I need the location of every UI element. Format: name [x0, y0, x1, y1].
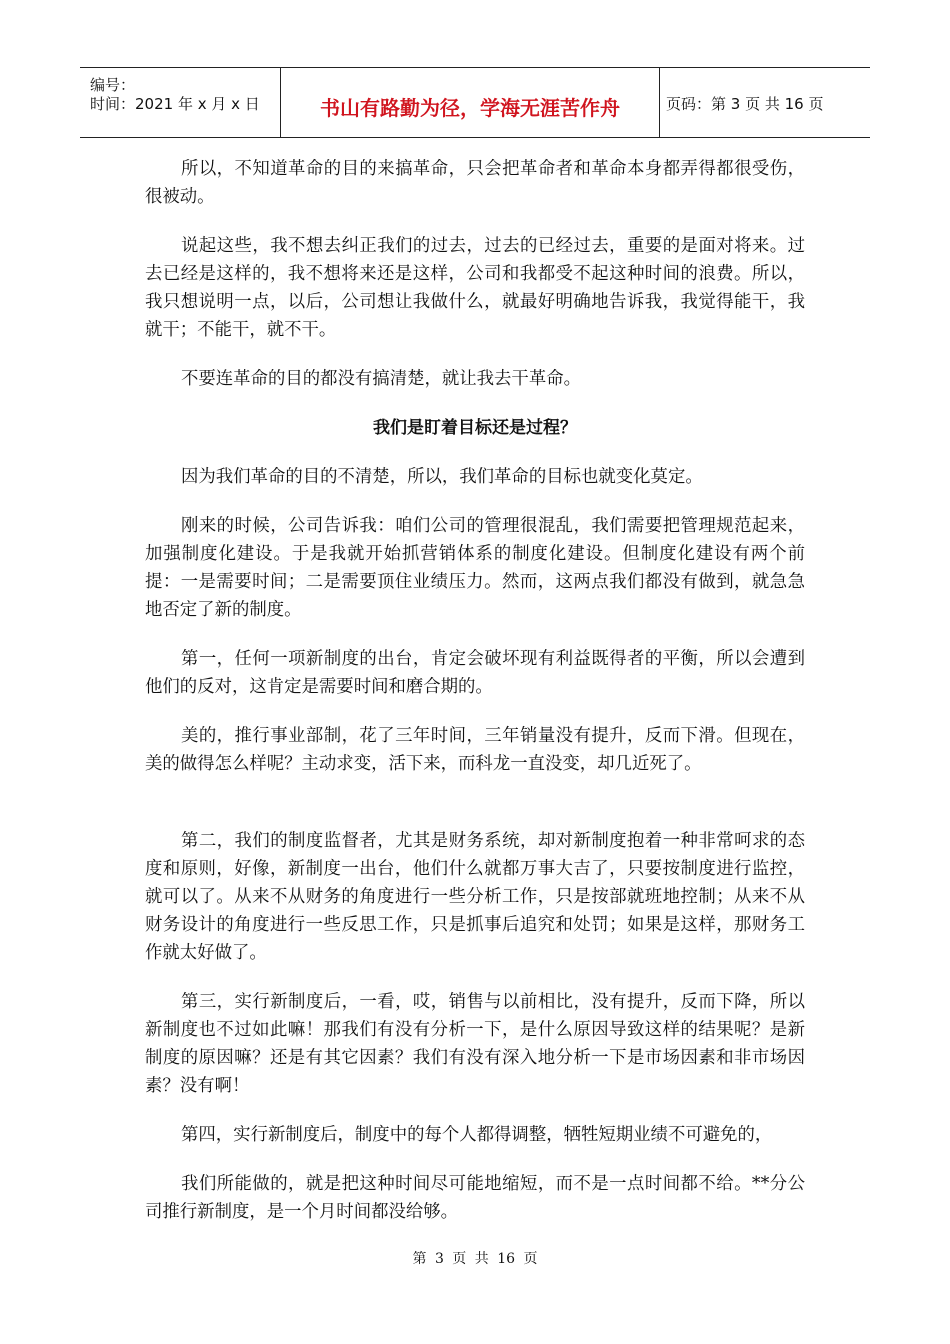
header-slogan: 书山有路勤为径，学海无涯苦作舟 — [320, 96, 620, 120]
paragraph-7: 美的，推行事业部制，花了三年时间，三年销量没有提升，反而下滑。但现在，美的做得怎么样呢？主动求变，活下来，而科龙一直没变，却几近死了。 — [145, 726, 805, 774]
paragraph-1: 所以，不知道革命的目的来搞革命，只会把革命者和革命本身都弄得都很受伤，很被动。 — [145, 159, 805, 207]
number-label: 编号： — [90, 76, 136, 94]
paragraph-10: 第四，实行新制度后，制度中的每个人都得调整，牺牲短期业绩不可避免的， — [181, 1125, 773, 1145]
header-meta-cell — [80, 68, 281, 137]
document-body — [145, 155, 805, 1226]
paragraph-3: 不要连革命的目的都没有搞清楚，就让我去干革命。 — [181, 369, 581, 389]
paragraph-5: 刚来的时候，公司告诉我：咱们公司的管理很混乱，我们需要把管理规范起来，加强制度化建设。于是我就开始抓营销体系的制度化建设。但制度化建设有两个前提：一是需要时间；二是需要顶住业绩压力。然而，这两点我们都没有做到，就急急地否定了新的制度。 — [145, 516, 805, 620]
header-slogan-cell — [281, 68, 660, 137]
page-header — [80, 67, 870, 138]
paragraph-8: 第二，我们的制度监督者，尤其是财务系统，却对新制度抱着一种非常呵求的态度和原则，好像，新制度一出台，他们什么就都万事大吉了，只要按制度进行监控，就可以了。从来不从财务的角度进行一些分析工作，只是按部就班地控制；从来不从财务设计的角度进行一些反思工作，只是抓事后追究和处罚；如果是这样，那财务工作就太好做了。 — [145, 831, 805, 963]
page-footer: 第 3 页 共 16 页 — [412, 1251, 538, 1267]
section-title: 我们是盯着目标还是过程？ — [373, 418, 577, 438]
paragraph-4: 因为我们革命的目的不清楚，所以，我们革命的目标也就变化莫定。 — [181, 467, 703, 487]
header-page-cell — [660, 68, 870, 137]
time-label: 时间：2021 年 x 月 x 日 — [90, 95, 260, 113]
paragraph-6: 第一，任何一项新制度的出台，肯定会破坏现有利益既得者的平衡，所以会遭到他们的反对，这肯定是需要时间和磨合期的。 — [145, 649, 805, 697]
header-page-info: 页码：第 3 页 共 16 页 — [666, 95, 824, 113]
paragraph-9: 第三，实行新制度后，一看，哎，销售与以前相比，没有提升，反而下降，所以新制度也不过如此嘛！那我们有没有分析一下，是什么原因导致这样的结果呢？是新制度的原因嘛？还是有其它因素？我们有没有深入地分析一下是市场因素和非市场因素？没有啊！ — [145, 992, 805, 1096]
paragraph-2: 说起这些，我不想去纠正我们的过去，过去的已经过去，重要的是面对将来。过去已经是这样的，我不想将来还是这样，公司和我都受不起这种时间的浪费。所以，我只想说明一点，以后，公司想让我做什么，就最好明确地告诉我，我觉得能干，我就干；不能干，就不干。 — [145, 236, 805, 340]
paragraph-11: 我们所能做的，就是把这种时间尽可能地缩短，而不是一点时间都不给。**分公司推行新制度，是一个月时间都没给够。 — [145, 1174, 805, 1222]
